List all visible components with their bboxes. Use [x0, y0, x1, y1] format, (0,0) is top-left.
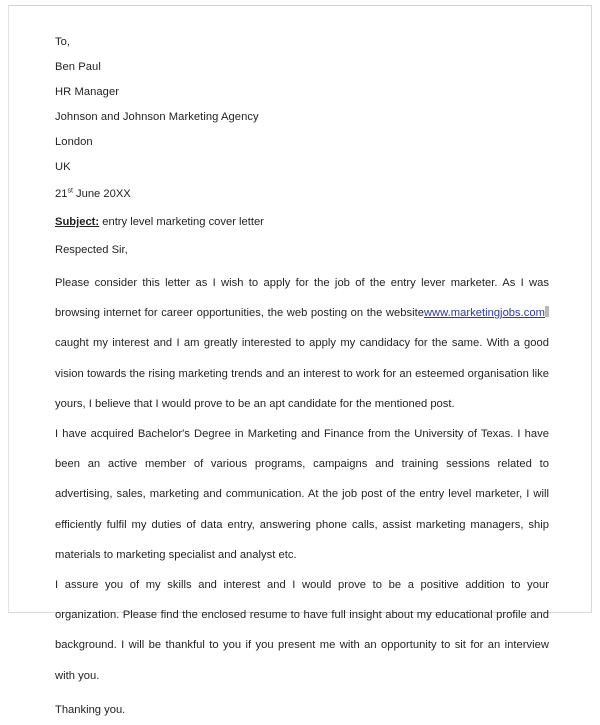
- paragraph-1-text-after-link: caught my interest and I am greatly interested to apply my candidacy for the same. With a good vision towards the rising marketing trends and an interest to work for an esteemed organisation like yours, I believe that I would prove to be an apt candidate for the mentioned post.: [55, 337, 549, 410]
- subject-line: [55, 210, 549, 235]
- text-cursor: [545, 306, 549, 317]
- date-ordinal-suffix: st: [67, 187, 73, 195]
- recipient-name: Ben Paul: [55, 61, 101, 73]
- marketingjobs-link[interactable]: www.marketingjobs.com: [423, 307, 545, 320]
- letter-date: [55, 182, 549, 207]
- subject-text: entry level marketing cover letter: [99, 216, 264, 228]
- paragraph-1-text-before-link: Please consider this letter as I wish to apply for the job of the entry lever marketer. As I was browsing internet for career opportunities, the web posting on the website: [55, 277, 549, 320]
- document-page: [8, 5, 592, 716]
- recipient-to-line: To,: [55, 36, 71, 48]
- recipient-job-title: HR Manager: [55, 86, 120, 98]
- body-paragraph-2: I have acquired Bachelor's Degree in Marketing and Finance from the University of Texas. I have been an active member of various programs, campaigns and training sessions related to advertising, sales, marketing and communication. At the job post of the entry level marketer, I will efficiently fulfil my duties of data entry, answering phone calls, assist marketing managers, ship materials to marketing specialist and analyst etc.: [55, 428, 549, 561]
- greeting-line: Respected Sir,: [55, 244, 128, 256]
- body-paragraph-3: I assure you of my skills and interest and I would prove to be a positive addition to your organization. Please find the enclosed resume to have full insight about my educational profile and background. I will be thankful to you if you present me with an opportunity to sit for an interview with you.: [55, 579, 549, 682]
- recipient-company: Johnson and Johnson Marketing Agency: [55, 111, 259, 123]
- body-paragraph-1: [55, 268, 549, 419]
- date-month-year: June 20XX: [72, 188, 131, 200]
- closing-line: Thanking you.: [55, 703, 126, 716]
- recipient-city: London: [55, 136, 93, 148]
- recipient-country: UK: [55, 161, 71, 173]
- letter-body: [55, 30, 549, 725]
- subject-label: Subject:: [55, 216, 100, 228]
- date-day: 21: [55, 188, 68, 200]
